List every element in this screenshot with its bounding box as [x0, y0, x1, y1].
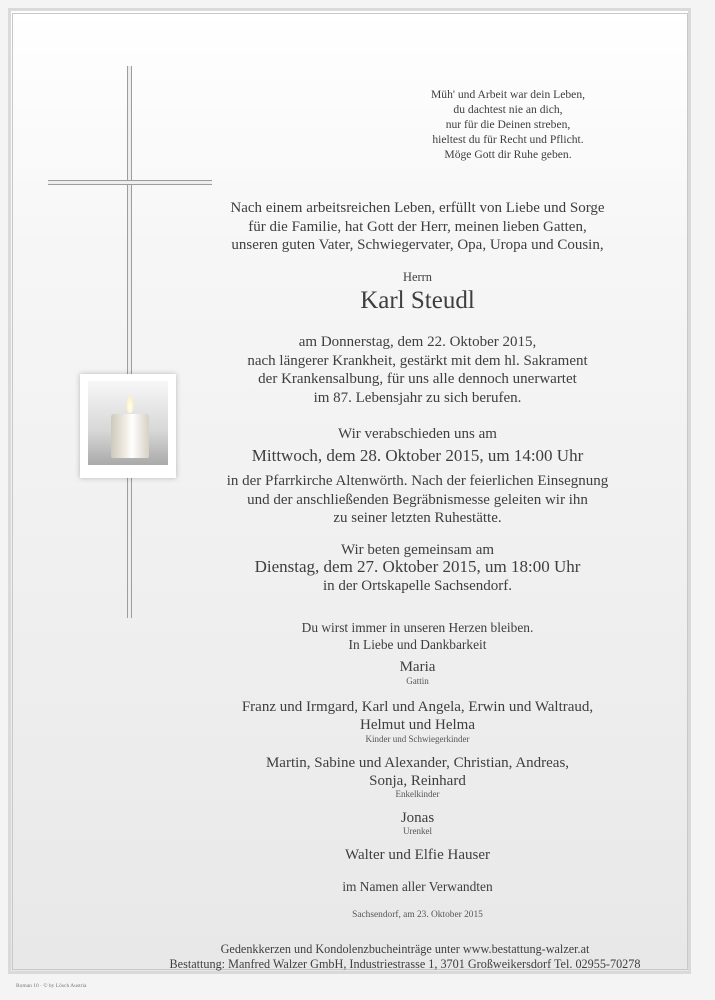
poem — [418, 87, 598, 162]
footer-line: Gedenkkerzen und Kondolenzbucheinträge unter www.bestattung-walzer.at — [220, 942, 590, 956]
intro-line: für die Familie, hat Gott der Herr, meinen lieben Gatten, — [248, 218, 587, 235]
footer-line: Bestattung: Manfred Walzer GmbH, Industriestrasse 1, 3701 Großweikersdorf Tel. 02955-70278 — [169, 957, 641, 971]
mourner-grandchildren: Sonja, Reinhard — [369, 773, 466, 789]
mourner-children: Helmut und Helma — [360, 717, 475, 733]
death-text — [210, 333, 625, 407]
intro-line: unseren guten Vater, Schwiegervater, Opa, Uropa und Cousin, — [231, 237, 604, 253]
mourner-greatgrandchild-role: Urenkel — [403, 826, 432, 836]
prayer-date: Dienstag, dem 27. Oktober 2015, um 18:00 Uhr — [254, 557, 581, 576]
mourner-wife-role: Gattin — [406, 676, 429, 686]
farewell-line: und der anschließenden Begräbnismesse geleiten wir ihn — [247, 491, 588, 508]
candle-photo-background — [88, 381, 168, 465]
closing-line: Du wirst immer in unseren Herzen bleiben. — [301, 620, 534, 635]
poem-line: Möge Gott dir Ruhe geben. — [444, 148, 572, 161]
closing-text — [210, 619, 625, 653]
poem-line: Müh' und Arbeit war dein Leben, — [430, 88, 586, 101]
closing-line: In Liebe und Dankbarkeit — [348, 637, 487, 652]
mourner-others: Walter und Elfie Hauser — [345, 847, 490, 863]
farewell-line: in der Pfarrkirche Altenwörth. Nach der feierlichen Einsegnung — [226, 473, 609, 489]
poem-line: du dachtest nie an dich, — [453, 103, 563, 116]
prayer-intro: Wir beten gemeinsam am — [340, 542, 495, 558]
mourner-wife: Maria — [399, 659, 436, 675]
farewell-line: zu seiner letzten Ruhestätte. — [333, 510, 502, 526]
candle-photo — [80, 374, 176, 478]
mourner-greatgrandchild: Jonas — [400, 810, 435, 826]
mourner-grandchildren: Martin, Sabine und Alexander, Christian, Andreas, — [265, 755, 570, 771]
intro-line: Nach einem arbeitsreichen Leben, erfüllt von Liebe und Sorge — [230, 200, 605, 216]
death-line: nach längerer Krankheit, gestärkt mit dem hl. Sakrament — [247, 352, 588, 369]
print-credit: Roman 10 · © by Lösch Austria — [16, 983, 87, 989]
mourner-grandchildren-role: Enkelkinder — [395, 789, 440, 799]
intro-text — [210, 199, 625, 255]
place-date: Sachsendorf, am 23. Oktober 2015 — [352, 910, 483, 920]
mourner-children: Franz und Irmgard, Karl und Angela, Erwin und Waltraud, — [241, 699, 594, 715]
cross-vertical-beam — [127, 66, 132, 618]
death-line: der Krankensalbung, für uns alle dennoch unerwartet — [258, 371, 577, 387]
farewell-intro: Wir verabschieden uns am — [338, 426, 497, 442]
farewell-text — [210, 472, 625, 528]
deceased-name: Karl Steudl — [360, 287, 475, 314]
cross-horizontal-beam — [48, 180, 212, 185]
title-herrn: Herrn — [403, 270, 432, 284]
farewell-date: Mittwoch, dem 28. Oktober 2015, um 14:00 Uhr — [251, 446, 584, 465]
candle-icon — [111, 414, 149, 458]
mourner-relatives: im Namen aller Verwandten — [342, 879, 493, 894]
poem-line: nur für die Deinen streben, — [445, 118, 571, 131]
candle-flame-icon — [126, 395, 134, 413]
death-line: im 87. Lebensjahr zu sich berufen. — [313, 389, 522, 406]
mourner-children-role: Kinder und Schwiegerkinder — [365, 734, 470, 744]
footer — [150, 942, 660, 972]
death-line: am Donnerstag, dem 22. Oktober 2015, — [298, 334, 537, 350]
poem-line: hieltest du für Recht und Pflicht. — [432, 133, 584, 146]
prayer-place: in der Ortskapelle Sachsendorf. — [322, 578, 513, 594]
